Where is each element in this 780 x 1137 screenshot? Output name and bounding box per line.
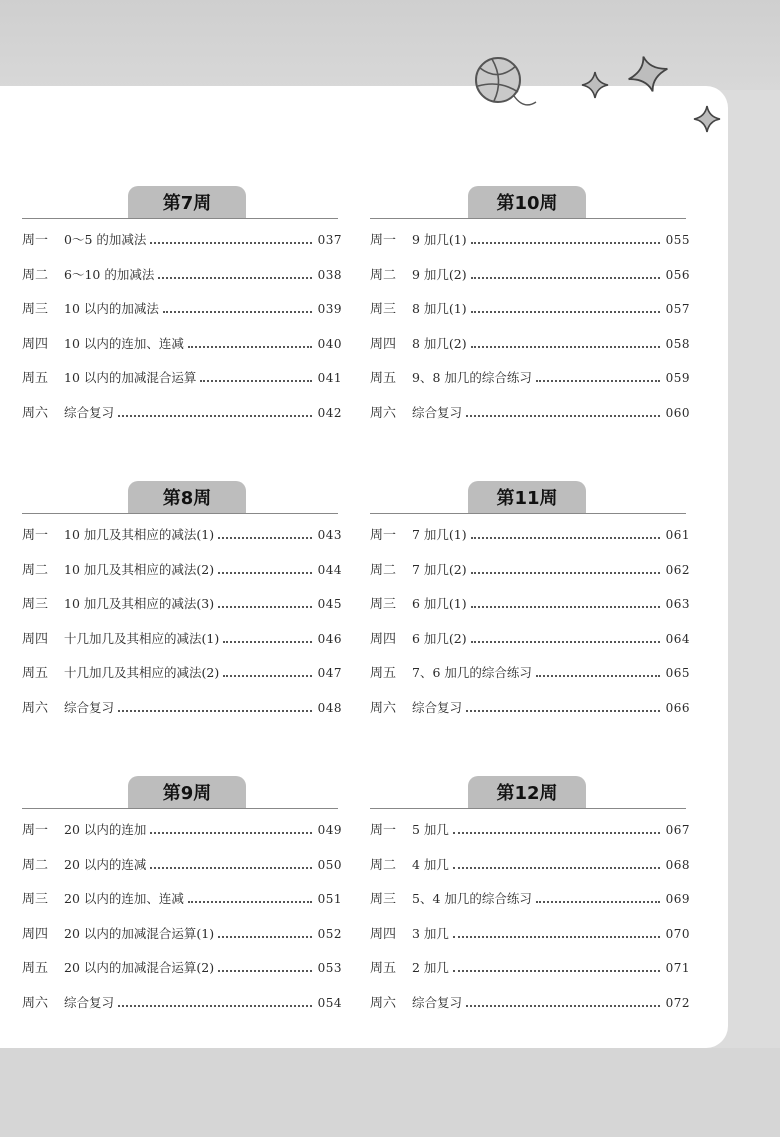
lesson-title: 6 加几(1): [412, 596, 467, 612]
page-number: 072: [665, 995, 690, 1010]
list-item[interactable]: [370, 855, 690, 890]
week-tab: 第10周: [468, 186, 586, 218]
page-number: 042: [317, 405, 342, 420]
section-divider: [22, 808, 338, 809]
day-label: 周六: [22, 405, 49, 421]
leader-dots: [118, 1005, 312, 1007]
lesson-title: 综合复习: [412, 404, 463, 420]
page-number: 055: [665, 233, 690, 247]
page-bottom-strip: [0, 1048, 780, 1137]
page-number: 051: [317, 892, 342, 907]
leader-dots: [188, 346, 312, 348]
page-number: 049: [317, 823, 342, 837]
list-item[interactable]: [22, 629, 342, 664]
section-divider: [370, 218, 686, 219]
lesson-title: 8 加几(1): [412, 301, 467, 317]
list-item[interactable]: [22, 663, 342, 698]
day-label: 周二: [22, 562, 49, 578]
day-label: 周三: [22, 892, 49, 908]
page-number: 038: [317, 267, 342, 282]
list-item[interactable]: [22, 299, 342, 334]
lesson-title: 十几加几及其相应的减法(1): [64, 630, 220, 646]
lesson-title: 4 加几: [412, 856, 449, 872]
lesson-title: 6～10 的加减法: [64, 266, 155, 282]
section-divider: [22, 218, 338, 219]
leader-dots: [118, 415, 312, 417]
section-divider: [22, 513, 338, 514]
list-item[interactable]: [370, 629, 690, 664]
list-item[interactable]: [370, 265, 690, 300]
leader-dots: [158, 277, 311, 279]
list-item[interactable]: [22, 820, 342, 855]
lesson-title: 9、8 加几的综合练习: [412, 370, 532, 386]
list-item[interactable]: [22, 958, 342, 993]
lesson-title: 0～5 的加减法: [64, 232, 147, 247]
list-item[interactable]: [370, 698, 690, 733]
page-number: 059: [665, 371, 690, 386]
list-item[interactable]: [22, 594, 342, 629]
day-label: 周二: [22, 857, 49, 873]
leader-dots: [471, 537, 660, 539]
lesson-title: 10 以内的连加、连减: [64, 335, 184, 351]
leader-dots: [471, 242, 660, 244]
lesson-title: 9 加几(1): [412, 232, 467, 247]
list-item[interactable]: [370, 368, 690, 403]
page-number: 070: [665, 926, 690, 941]
week-tab: 第9周: [128, 776, 246, 808]
day-label: 周一: [370, 233, 397, 248]
list-item[interactable]: [22, 368, 342, 403]
day-label: 周五: [370, 666, 397, 682]
leader-dots: [118, 710, 312, 712]
day-label: 周六: [22, 700, 49, 716]
day-label: 周四: [370, 926, 397, 942]
lesson-title: 综合复习: [412, 699, 463, 715]
page-number: 046: [317, 631, 342, 646]
day-label: 周三: [22, 302, 49, 318]
leader-dots: [223, 675, 311, 677]
lesson-title: 综合复习: [412, 994, 463, 1010]
page-number: 044: [317, 562, 342, 577]
page-number: 053: [317, 961, 342, 976]
leader-dots: [188, 901, 312, 903]
page-number: 045: [317, 597, 342, 612]
lesson-title: 综合复习: [64, 404, 115, 420]
leader-dots: [453, 936, 660, 938]
lesson-title: 10 加几及其相应的减法(2): [64, 561, 215, 577]
list-item[interactable]: [22, 560, 342, 595]
list-item[interactable]: [370, 924, 690, 959]
lesson-title: 9 加几(2): [412, 266, 467, 282]
day-label: 周六: [370, 405, 397, 421]
list-item[interactable]: [22, 993, 342, 1028]
day-label: 周一: [370, 823, 397, 838]
leader-dots: [218, 572, 312, 574]
star-icon: [692, 104, 722, 134]
section-divider: [370, 808, 686, 809]
list-item[interactable]: [22, 230, 342, 265]
leader-dots: [200, 380, 311, 382]
leader-dots: [471, 572, 660, 574]
day-label: 周四: [370, 631, 397, 647]
page-number: 067: [665, 823, 690, 837]
page-number: 052: [317, 926, 342, 941]
day-label: 周三: [370, 892, 397, 908]
leader-dots: [150, 832, 311, 834]
page-number: 050: [317, 857, 342, 872]
leader-dots: [536, 380, 660, 382]
day-label: 周五: [22, 371, 49, 387]
list-item[interactable]: [370, 299, 690, 334]
lesson-title: 3 加几: [412, 925, 449, 941]
page-number: 071: [665, 961, 690, 976]
list-item[interactable]: [22, 698, 342, 733]
list-item[interactable]: [22, 924, 342, 959]
leader-dots: [453, 867, 660, 869]
page-number: 062: [665, 562, 690, 577]
page-number: 063: [665, 597, 690, 612]
list-item[interactable]: [370, 993, 690, 1028]
page-number: 047: [317, 666, 342, 681]
list-item[interactable]: [370, 820, 690, 855]
leader-dots: [150, 867, 311, 869]
page-number: 039: [317, 302, 342, 317]
list-item[interactable]: [370, 403, 690, 438]
star-icon: [626, 54, 670, 94]
lesson-title: 7、6 加几的综合练习: [412, 665, 532, 681]
lesson-title: 20 以内的连加: [64, 822, 147, 837]
leader-dots: [163, 311, 312, 313]
page-number: 043: [317, 528, 342, 542]
leader-dots: [471, 277, 660, 279]
day-label: 周二: [22, 267, 49, 283]
section-divider: [370, 513, 686, 514]
day-label: 周四: [22, 631, 49, 647]
page-number: 066: [665, 700, 690, 715]
day-label: 周六: [370, 700, 397, 716]
day-label: 周五: [22, 666, 49, 682]
page-number: 058: [665, 336, 690, 351]
lesson-title: 综合复习: [64, 994, 115, 1010]
page-number: 037: [317, 233, 342, 247]
day-label: 周四: [22, 926, 49, 942]
leader-dots: [536, 675, 660, 677]
list-item[interactable]: [370, 525, 690, 560]
lesson-title: 5、4 加几的综合练习: [412, 891, 532, 907]
leader-dots: [466, 710, 660, 712]
day-label: 周二: [370, 857, 397, 873]
lesson-title: 2 加几: [412, 960, 449, 976]
leader-dots: [453, 970, 660, 972]
list-item[interactable]: [370, 334, 690, 369]
leader-dots: [218, 936, 312, 938]
page-number: 048: [317, 700, 342, 715]
list-item[interactable]: [22, 525, 342, 560]
week-tab: 第12周: [468, 776, 586, 808]
leader-dots: [218, 537, 312, 539]
page-number: 056: [665, 267, 690, 282]
day-label: 周五: [370, 371, 397, 387]
leader-dots: [218, 606, 312, 608]
list-item[interactable]: [370, 230, 690, 265]
lesson-title: 十几加几及其相应的减法(2): [64, 665, 220, 681]
list-item[interactable]: [370, 958, 690, 993]
day-label: 周三: [22, 597, 49, 613]
lesson-title: 10 以内的加减法: [64, 301, 159, 317]
leader-dots: [466, 415, 660, 417]
page-number: 041: [317, 371, 342, 386]
lesson-title: 7 加几(2): [412, 561, 467, 577]
day-label: 周一: [22, 528, 49, 543]
list-item[interactable]: [370, 560, 690, 595]
leader-dots: [471, 346, 660, 348]
day-label: 周四: [370, 336, 397, 352]
day-label: 周三: [370, 597, 397, 613]
page-number: 069: [665, 892, 690, 907]
week-tab: 第7周: [128, 186, 246, 218]
page-number: 064: [665, 631, 690, 646]
day-label: 周二: [370, 267, 397, 283]
list-item[interactable]: [22, 889, 342, 924]
page-number: 061: [665, 528, 690, 542]
list-item[interactable]: [22, 265, 342, 300]
lesson-title: 8 加几(2): [412, 335, 467, 351]
day-label: 周五: [370, 961, 397, 977]
lesson-title: 5 加几: [412, 822, 449, 837]
day-label: 周一: [22, 233, 49, 248]
page-number: 060: [665, 405, 690, 420]
list-item[interactable]: [370, 889, 690, 924]
leader-dots: [466, 1005, 660, 1007]
list-item[interactable]: [22, 855, 342, 890]
leader-dots: [218, 970, 312, 972]
page-number: 040: [317, 336, 342, 351]
leader-dots: [453, 832, 660, 834]
leader-dots: [471, 311, 660, 313]
leader-dots: [471, 641, 660, 643]
week-tab: 第8周: [128, 481, 246, 513]
leader-dots: [471, 606, 660, 608]
leader-dots: [150, 242, 311, 244]
leader-dots: [536, 901, 660, 903]
lesson-title: 20 以内的加减混合运算(2): [64, 960, 215, 976]
lesson-title: 20 以内的加减混合运算(1): [64, 925, 215, 941]
lesson-title: 20 以内的连减: [64, 856, 147, 872]
page-number: 065: [665, 666, 690, 681]
list-item[interactable]: [22, 334, 342, 369]
lesson-title: 综合复习: [64, 699, 115, 715]
leader-dots: [223, 641, 311, 643]
lesson-title: 10 加几及其相应的减法(1): [64, 527, 215, 542]
day-label: 周三: [370, 302, 397, 318]
day-label: 周一: [22, 823, 49, 838]
day-label: 周一: [370, 528, 397, 543]
lesson-title: 20 以内的连加、连减: [64, 891, 184, 907]
page-number: 054: [317, 995, 342, 1010]
star-icon: [580, 70, 610, 100]
list-item[interactable]: [370, 594, 690, 629]
list-item[interactable]: [370, 663, 690, 698]
lesson-title: 10 以内的加减混合运算: [64, 370, 197, 386]
day-label: 周二: [370, 562, 397, 578]
lesson-title: 6 加几(2): [412, 630, 467, 646]
week-tab: 第11周: [468, 481, 586, 513]
lesson-title: 10 加几及其相应的减法(3): [64, 596, 215, 612]
lesson-title: 7 加几(1): [412, 527, 467, 542]
day-label: 周六: [22, 995, 49, 1011]
page-number: 057: [665, 302, 690, 317]
day-label: 周六: [370, 995, 397, 1011]
day-label: 周四: [22, 336, 49, 352]
day-label: 周五: [22, 961, 49, 977]
page-number: 068: [665, 857, 690, 872]
ball-icon: [470, 52, 540, 116]
list-item[interactable]: [22, 403, 342, 438]
